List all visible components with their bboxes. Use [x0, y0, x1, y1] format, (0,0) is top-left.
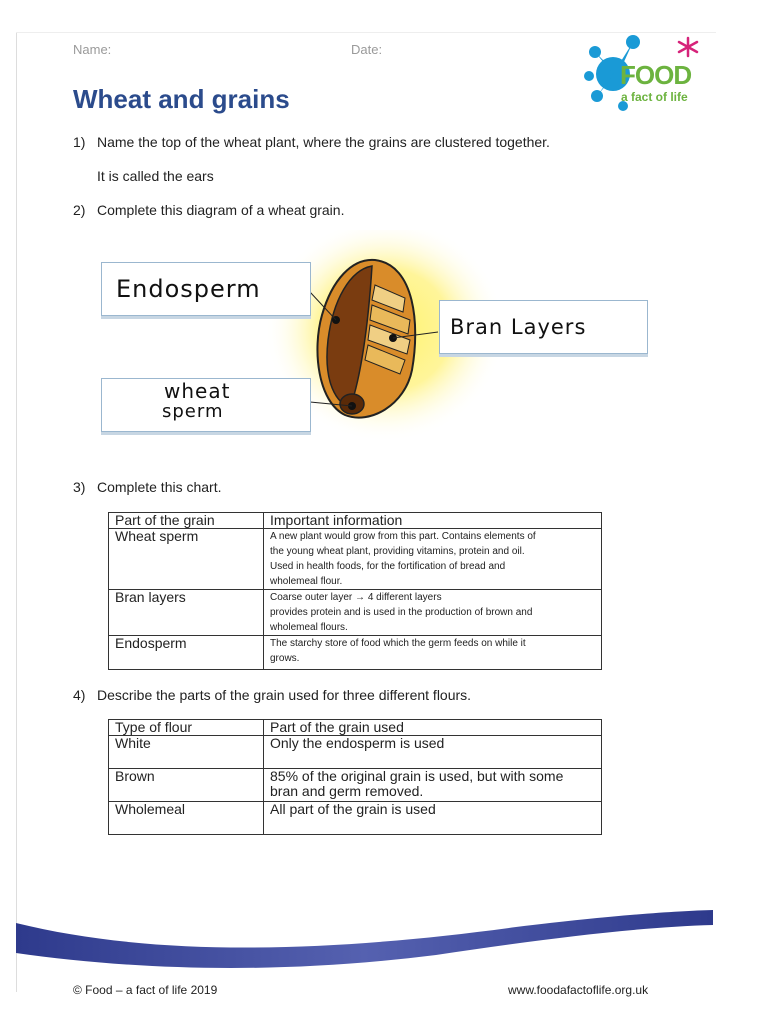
question-3: [73, 479, 222, 495]
question-number: 4): [73, 687, 86, 703]
name-label: Name:: [73, 42, 112, 57]
flour-types-table: [108, 719, 602, 835]
question-number: 1): [73, 134, 86, 150]
label-box-bran-layers[interactable]: [439, 300, 648, 354]
question-2: [73, 202, 344, 218]
question-text: Complete this chart.: [97, 479, 222, 495]
question-number: 2): [73, 202, 86, 218]
table-header: Part of the grain used: [264, 720, 602, 736]
label-bran-layers: Bran Layers: [450, 315, 587, 339]
table-cell-type: Wholemeal: [109, 802, 264, 835]
footer-wave: [16, 905, 716, 975]
table-row: [109, 769, 602, 802]
part-line: bran and germ removed.: [270, 783, 424, 799]
label-box-endosperm[interactable]: [101, 262, 311, 316]
label-germ-line-2: sperm: [162, 401, 224, 422]
table-row: [109, 802, 602, 835]
info-line: the young wheat plant, providing vitamins, protein and oil.: [270, 546, 525, 557]
label-endosperm: Endosperm: [116, 275, 261, 303]
table-cell-type: Brown: [109, 769, 264, 802]
part-line: 85% of the original grain is used, but with some: [270, 768, 564, 784]
question-text: Describe the parts of the grain used for three different flours.: [97, 687, 472, 703]
table-row: [109, 529, 602, 590]
table-header: Important information: [264, 513, 602, 529]
table-header-row: [109, 720, 602, 736]
table-cell-info[interactable]: [264, 636, 602, 670]
info-line: wholemeal flours.: [270, 622, 348, 633]
table-cell-type: White: [109, 736, 264, 769]
info-line: wholemeal flour.: [270, 576, 343, 587]
logo-food-word: FOOD: [620, 60, 692, 90]
table-cell-part-used[interactable]: [264, 802, 602, 835]
table-row: [109, 736, 602, 769]
question-4: [73, 687, 471, 703]
question-text: Name the top of the wheat plant, where the grains are clustered together.: [97, 134, 550, 150]
info-line: Used in health foods, for the fortification of bread and: [270, 561, 506, 572]
question-text: Complete this diagram of a wheat grain.: [97, 202, 345, 218]
logo-tagline: a fact of life: [621, 90, 688, 104]
table-header: Type of flour: [109, 720, 264, 736]
table-cell-part-used[interactable]: [264, 736, 602, 769]
date-label: Date:: [351, 42, 383, 57]
question-number: 3): [73, 479, 86, 495]
table-cell-part-used[interactable]: [264, 769, 602, 802]
table-cell-part: Wheat sperm: [109, 529, 264, 590]
table-header-row: [109, 513, 602, 529]
table-cell-info[interactable]: [264, 590, 602, 636]
table-row: [109, 636, 602, 670]
table-cell-part: Endosperm: [109, 636, 264, 670]
table-cell-part: Bran layers: [109, 590, 264, 636]
table-row: [109, 590, 602, 636]
part-line: All part of the grain is used: [270, 801, 436, 817]
table-header: Part of the grain: [109, 513, 264, 529]
footer-copyright: © Food – a fact of life 2019: [73, 983, 218, 997]
part-line: Only the endosperm is used: [270, 735, 445, 751]
wheat-grain-diagram: [0, 230, 768, 460]
page-left-border: [16, 32, 17, 992]
footer-website-link[interactable]: www.foodafactoflife.org.uk: [508, 983, 649, 997]
label-box-wheat-germ[interactable]: [101, 378, 311, 432]
info-line: The starchy store of food which the germ feeds on while it: [270, 638, 526, 649]
page-title: Wheat and grains: [73, 84, 290, 114]
info-line: provides protein and is used in the production of brown and: [270, 607, 533, 618]
info-line: grows.: [270, 653, 300, 664]
table-cell-info[interactable]: [264, 529, 602, 590]
answer-1: It is called the ears: [97, 168, 214, 184]
info-line: Coarse outer layer → 4 different layers: [270, 592, 442, 603]
grain-parts-table: [108, 512, 602, 670]
question-1: [73, 134, 550, 150]
label-germ-line-1: wheat: [164, 379, 231, 403]
food-a-fact-of-life-logo: [583, 32, 713, 117]
info-line: A new plant would grow from this part. Contains elements of: [270, 531, 536, 542]
